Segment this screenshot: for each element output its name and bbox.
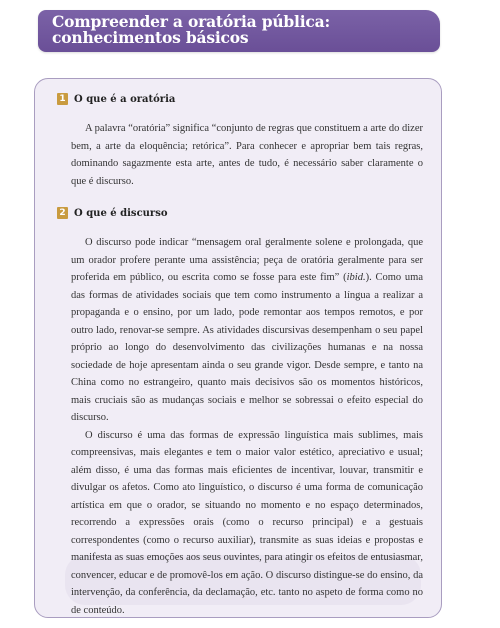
section-number-badge: 1	[57, 93, 68, 105]
section-what-is-discourse	[57, 205, 423, 619]
citation-italic: ibid.	[346, 272, 366, 283]
section-number-badge: 2	[57, 207, 68, 219]
content-card	[34, 78, 442, 618]
section-title: O que é a oratória	[74, 93, 176, 105]
section-heading	[57, 205, 423, 221]
page-title-bar	[38, 10, 440, 52]
section-heading	[57, 91, 423, 107]
section-title: O que é discurso	[74, 207, 168, 219]
section-what-is-oratory	[57, 91, 423, 190]
paragraph	[57, 234, 423, 427]
page-title: Compreender a oratória pública: conhecimentos básicos	[52, 12, 331, 47]
paragraph: O discurso é uma das formas de expressão linguística mais sublimes, mais compreensivas, mais elegantes e tem o maior valor estético, apreciativo e usual; além disso, é uma das formas mais eficientes de incentivar, louvar, transmitir e divulgar os afetos. Como ato linguístico, o discurso é uma forma de comunicação artística em que o orador, se situando no momento e no espaço determinados, recorrendo a expressões orais (como o recurso principal) e a gestuais correspondentes (como o recurso auxiliar), transmite as suas ideias e propostas e manifesta as suas emoções aos seus ouvintes, para atingir os efeitos de entusiasmar, convencer, educar e de promovê-los em ação. O discurso distingue-se do ensino, da intervenção, da conferência, da declamação, etc. tanto no aspeto de forma como no de conteúdo.	[71, 429, 423, 616]
paragraph-text: ). Como uma das formas de atividades sociais que tem como instrumento a língua a realizar a propaganda e o ensino, por um lado, pode remontar aos tempos remotos, e por outro lado, renovar-se sempre. As atividades discursivas desempenham o seu papel próprio ao longo do desenvolvimento das civilizações humanas e na nossa sociedade de hoje apresentam ainda o seu grande vigor. Desde sempre, e tanto na China como no estrangeiro, quanto mais decisivos são os momentos históricos, mais cruciais são as mudanças sociais e melhor se sobressai o efeito especial do discurso.	[71, 272, 423, 423]
paragraph-text: O discurso pode indicar “mensagem oral geralmente solene e prolongada, que um orador profere perante uma assistência; peça de oratória geralmente para ser proferida em público, ou escrita como se fosse para este fim” (	[71, 237, 423, 283]
paragraph: A palavra “oratória” significa “conjunto de regras que constituem a arte do dizer bem, a arte da eloquência; retórica”. Para conhecer e apropriar bem tais regras, dominando sagazmente esta arte, antes de tudo, é necessário saber claramente o que é discurso.	[71, 123, 423, 187]
